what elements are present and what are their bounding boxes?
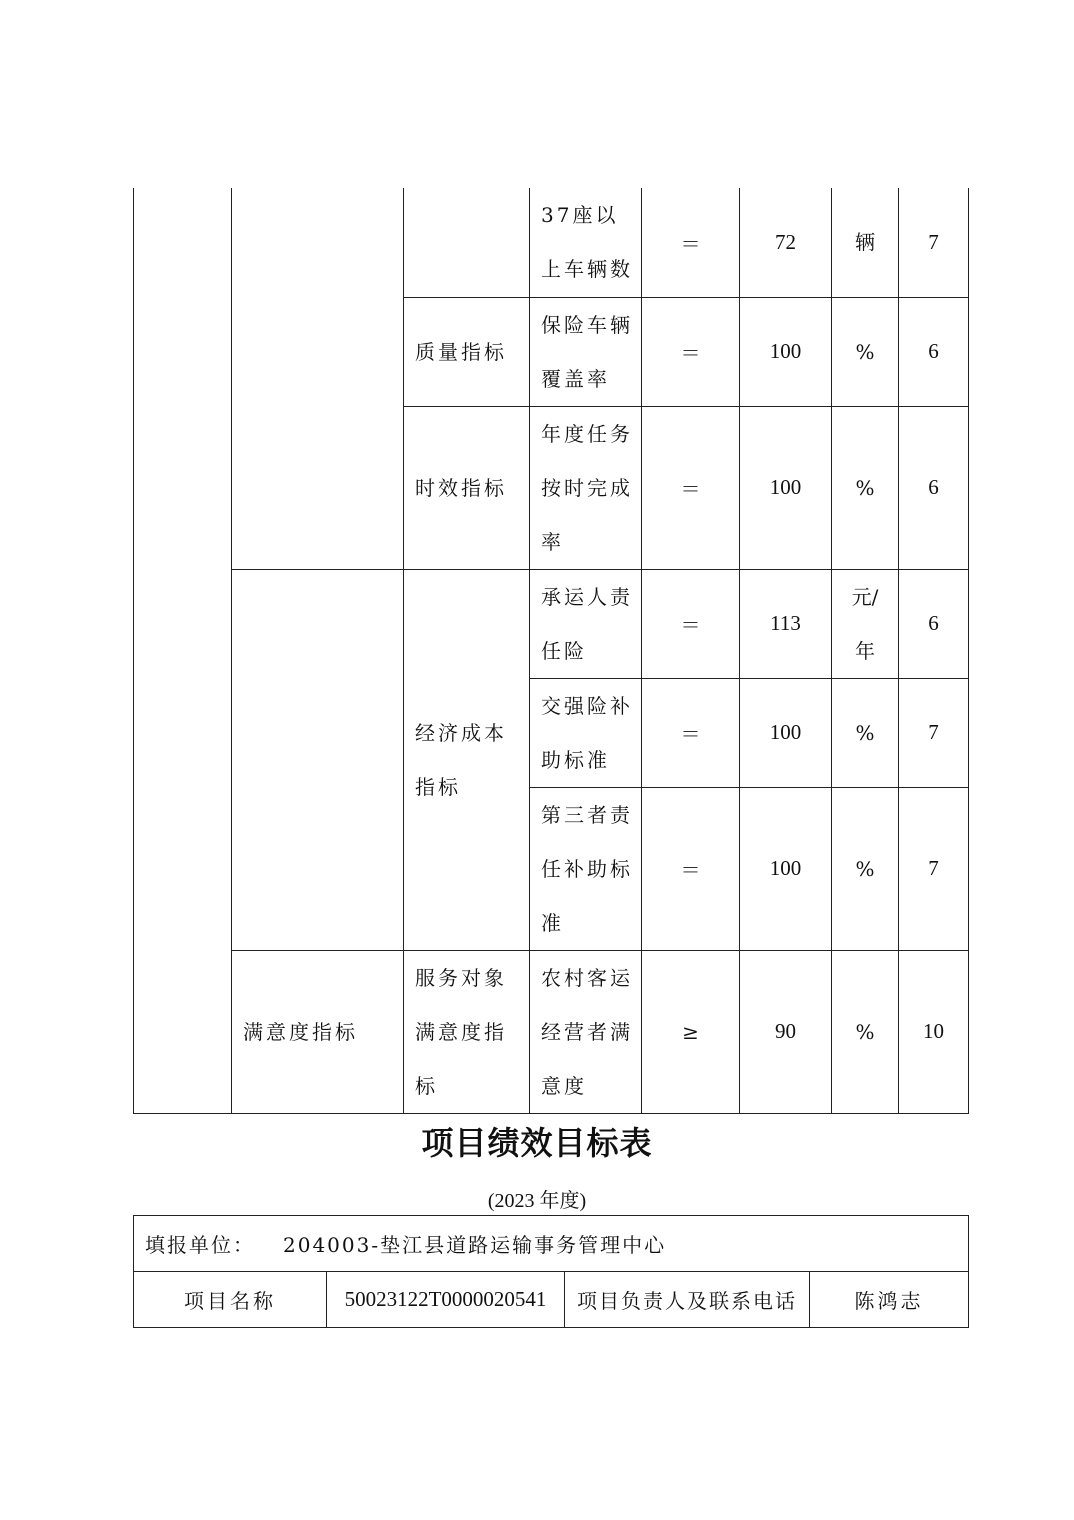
target-value: 90 <box>740 950 832 1113</box>
performance-indicators-table <box>133 188 969 1114</box>
target-value: 113 <box>740 569 832 678</box>
target-value: 72 <box>740 188 832 297</box>
metric-name: 交强险补助标准 <box>530 678 642 787</box>
unit: % <box>832 406 899 569</box>
table-row <box>134 188 969 297</box>
score: 7 <box>899 678 969 787</box>
level3-category-cell: 质量指标 <box>404 297 530 406</box>
table-row <box>134 1272 969 1328</box>
reporting-unit-value: 204003-垫江县道路运输事务管理中心 <box>283 1233 667 1257</box>
operator: ＝ <box>642 678 740 787</box>
level2-category-cell <box>232 188 404 569</box>
project-info-table <box>133 1215 969 1328</box>
table-row <box>134 950 969 1113</box>
metric-name: 承运人责任险 <box>530 569 642 678</box>
unit: 辆 <box>832 188 899 297</box>
operator: ≥ <box>642 950 740 1113</box>
metric-name: 年度任务按时完成率 <box>530 406 642 569</box>
reporting-unit-label: 填报单位： <box>145 1233 255 1257</box>
target-value: 100 <box>740 406 832 569</box>
level1-category-cell <box>134 188 232 1113</box>
project-code: 50023122T0000020541 <box>327 1272 565 1328</box>
unit: % <box>832 950 899 1113</box>
unit: 元/年 <box>832 569 899 678</box>
level3-category-cell: 服务对象满意度指标 <box>404 950 530 1113</box>
target-value: 100 <box>740 297 832 406</box>
metric-name: 37座以上车辆数 <box>530 188 642 297</box>
unit: % <box>832 678 899 787</box>
reporting-unit-cell <box>134 1216 969 1272</box>
operator: ＝ <box>642 297 740 406</box>
metric-name: 第三者责任补助标准 <box>530 787 642 950</box>
unit: % <box>832 297 899 406</box>
score: 6 <box>899 569 969 678</box>
level3-category-cell: 时效指标 <box>404 406 530 569</box>
operator: ＝ <box>642 188 740 297</box>
score: 6 <box>899 297 969 406</box>
target-value: 100 <box>740 787 832 950</box>
level2-category-cell <box>232 569 404 950</box>
target-value: 100 <box>740 678 832 787</box>
operator: ＝ <box>642 787 740 950</box>
table-row <box>134 569 969 678</box>
score: 7 <box>899 188 969 297</box>
metric-name: 农村客运经营者满意度 <box>530 950 642 1113</box>
score: 6 <box>899 406 969 569</box>
unit: % <box>832 787 899 950</box>
operator: ＝ <box>642 406 740 569</box>
contact-label: 项目负责人及联系电话 <box>565 1272 810 1328</box>
table-row <box>134 1216 969 1272</box>
level3-category-cell <box>404 188 530 297</box>
contact-value: 陈鸿志 <box>810 1272 969 1328</box>
operator: ＝ <box>642 569 740 678</box>
score: 10 <box>899 950 969 1113</box>
metric-name: 保险车辆覆盖率 <box>530 297 642 406</box>
level3-category-cell: 经济成本指标 <box>404 569 530 950</box>
project-name-label: 项目名称 <box>134 1272 327 1328</box>
score: 7 <box>899 787 969 950</box>
page-title: 项目绩效目标表 <box>421 1124 653 1162</box>
year-subtitle: (2023 年度) <box>487 1190 587 1212</box>
level2-category-cell: 满意度指标 <box>232 950 404 1113</box>
